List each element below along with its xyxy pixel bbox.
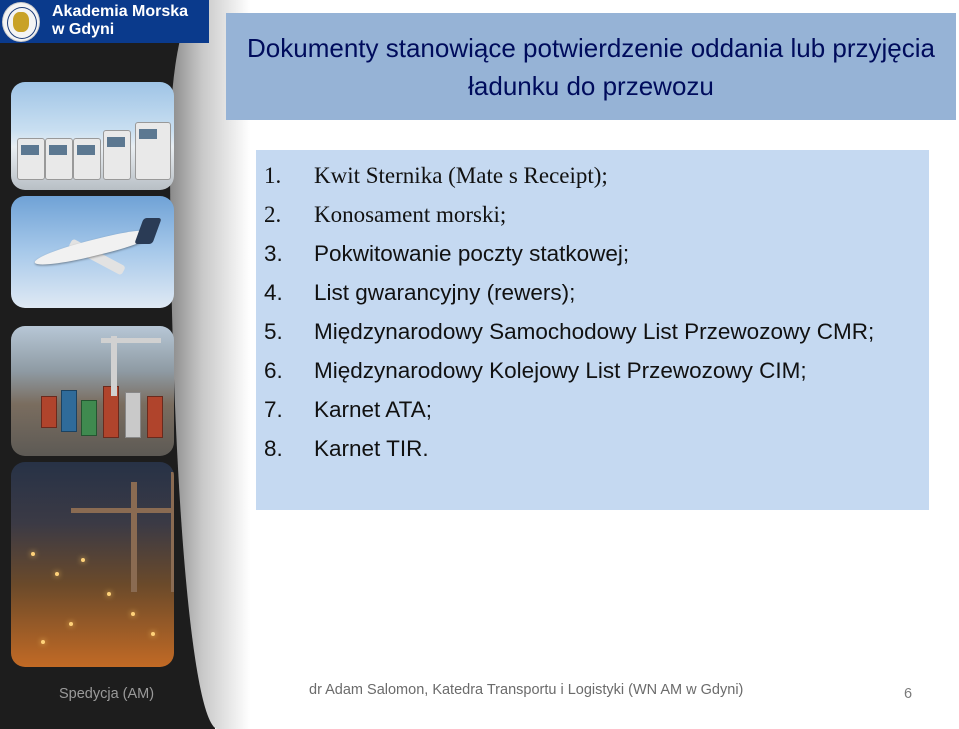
list-item-text: Pokwitowanie poczty statkowej; — [314, 241, 630, 266]
left-decorative-panel — [0, 0, 260, 729]
list-item — [264, 195, 929, 234]
crane — [171, 472, 174, 592]
truck-icon — [45, 138, 73, 180]
list-item-number: 5. — [264, 319, 283, 344]
container-stack — [61, 390, 77, 432]
truck-icon — [135, 122, 171, 180]
list-item — [264, 351, 929, 390]
list-item-text: Międzynarodowy Kolejowy List Przewozowy CIM; — [314, 358, 807, 383]
crane-arm — [101, 338, 161, 343]
list-item — [264, 234, 929, 273]
truck-icon — [17, 138, 45, 180]
seal-icon — [2, 2, 40, 42]
footer-course: Spedycja (AM) — [59, 686, 155, 702]
logo-line1: Akademia Morska — [52, 3, 189, 20]
list-item — [264, 429, 929, 468]
light-dot — [151, 632, 155, 636]
list-item-text: Kwit Sternika (Mate s Receipt); — [314, 163, 608, 188]
truck-icon — [103, 130, 131, 180]
truck-icon — [73, 138, 101, 180]
list-item-number: 1. — [264, 163, 282, 188]
light-dot — [31, 552, 35, 556]
list-item-text: Międzynarodowy Samochodowy List Przewozowy CMR; — [314, 319, 875, 344]
light-dot — [107, 592, 111, 596]
document-list — [256, 150, 929, 468]
page-number: 6 — [904, 686, 913, 702]
photo-trucks — [11, 82, 174, 190]
container-stack — [81, 400, 97, 436]
crane — [111, 336, 117, 396]
list-item-text: Karnet ATA; — [314, 397, 432, 422]
light-dot — [41, 640, 45, 644]
list-item-number: 8. — [264, 436, 283, 461]
list-item — [264, 273, 929, 312]
light-dot — [69, 622, 73, 626]
slide-title: Dokumenty stanowiące potwierdzenie oddania lub przyjęcia ładunku do przewozu — [247, 32, 935, 101]
light-dot — [131, 612, 135, 616]
list-item-text: List gwarancyjny (rewers); — [314, 280, 576, 305]
crane — [131, 482, 137, 592]
list-item — [264, 156, 929, 195]
container-stack — [125, 392, 141, 438]
container-stack — [147, 396, 163, 438]
airplane-icon — [33, 226, 153, 271]
list-item-number: 7. — [264, 397, 283, 422]
container-stack — [41, 396, 57, 428]
photo-container-port — [11, 326, 174, 456]
photo-night-port — [11, 462, 174, 667]
seal-emblem — [13, 12, 29, 32]
list-item — [264, 312, 929, 351]
list-item — [264, 390, 929, 429]
plane-tail — [134, 218, 161, 244]
university-logo[interactable] — [0, 0, 209, 43]
list-item-number: 3. — [264, 241, 283, 266]
light-dot — [55, 572, 59, 576]
list-item-number: 6. — [264, 358, 283, 383]
title-box — [226, 13, 956, 120]
list-item-text: Konosament morski; — [314, 202, 507, 227]
list-item-number: 2. — [264, 202, 282, 227]
document-list-box — [256, 150, 929, 510]
list-item-number: 4. — [264, 280, 283, 305]
light-dot — [81, 558, 85, 562]
footer-author: dr Adam Salomon, Katedra Transportu i Logistyki (WN AM w Gdyni) — [309, 682, 744, 698]
list-item-text: Karnet TIR. — [314, 436, 429, 461]
crane-arm — [71, 508, 174, 513]
logo-text — [52, 3, 188, 39]
photo-airplane — [11, 196, 174, 308]
logo-line2: w Gdyni — [52, 21, 115, 38]
